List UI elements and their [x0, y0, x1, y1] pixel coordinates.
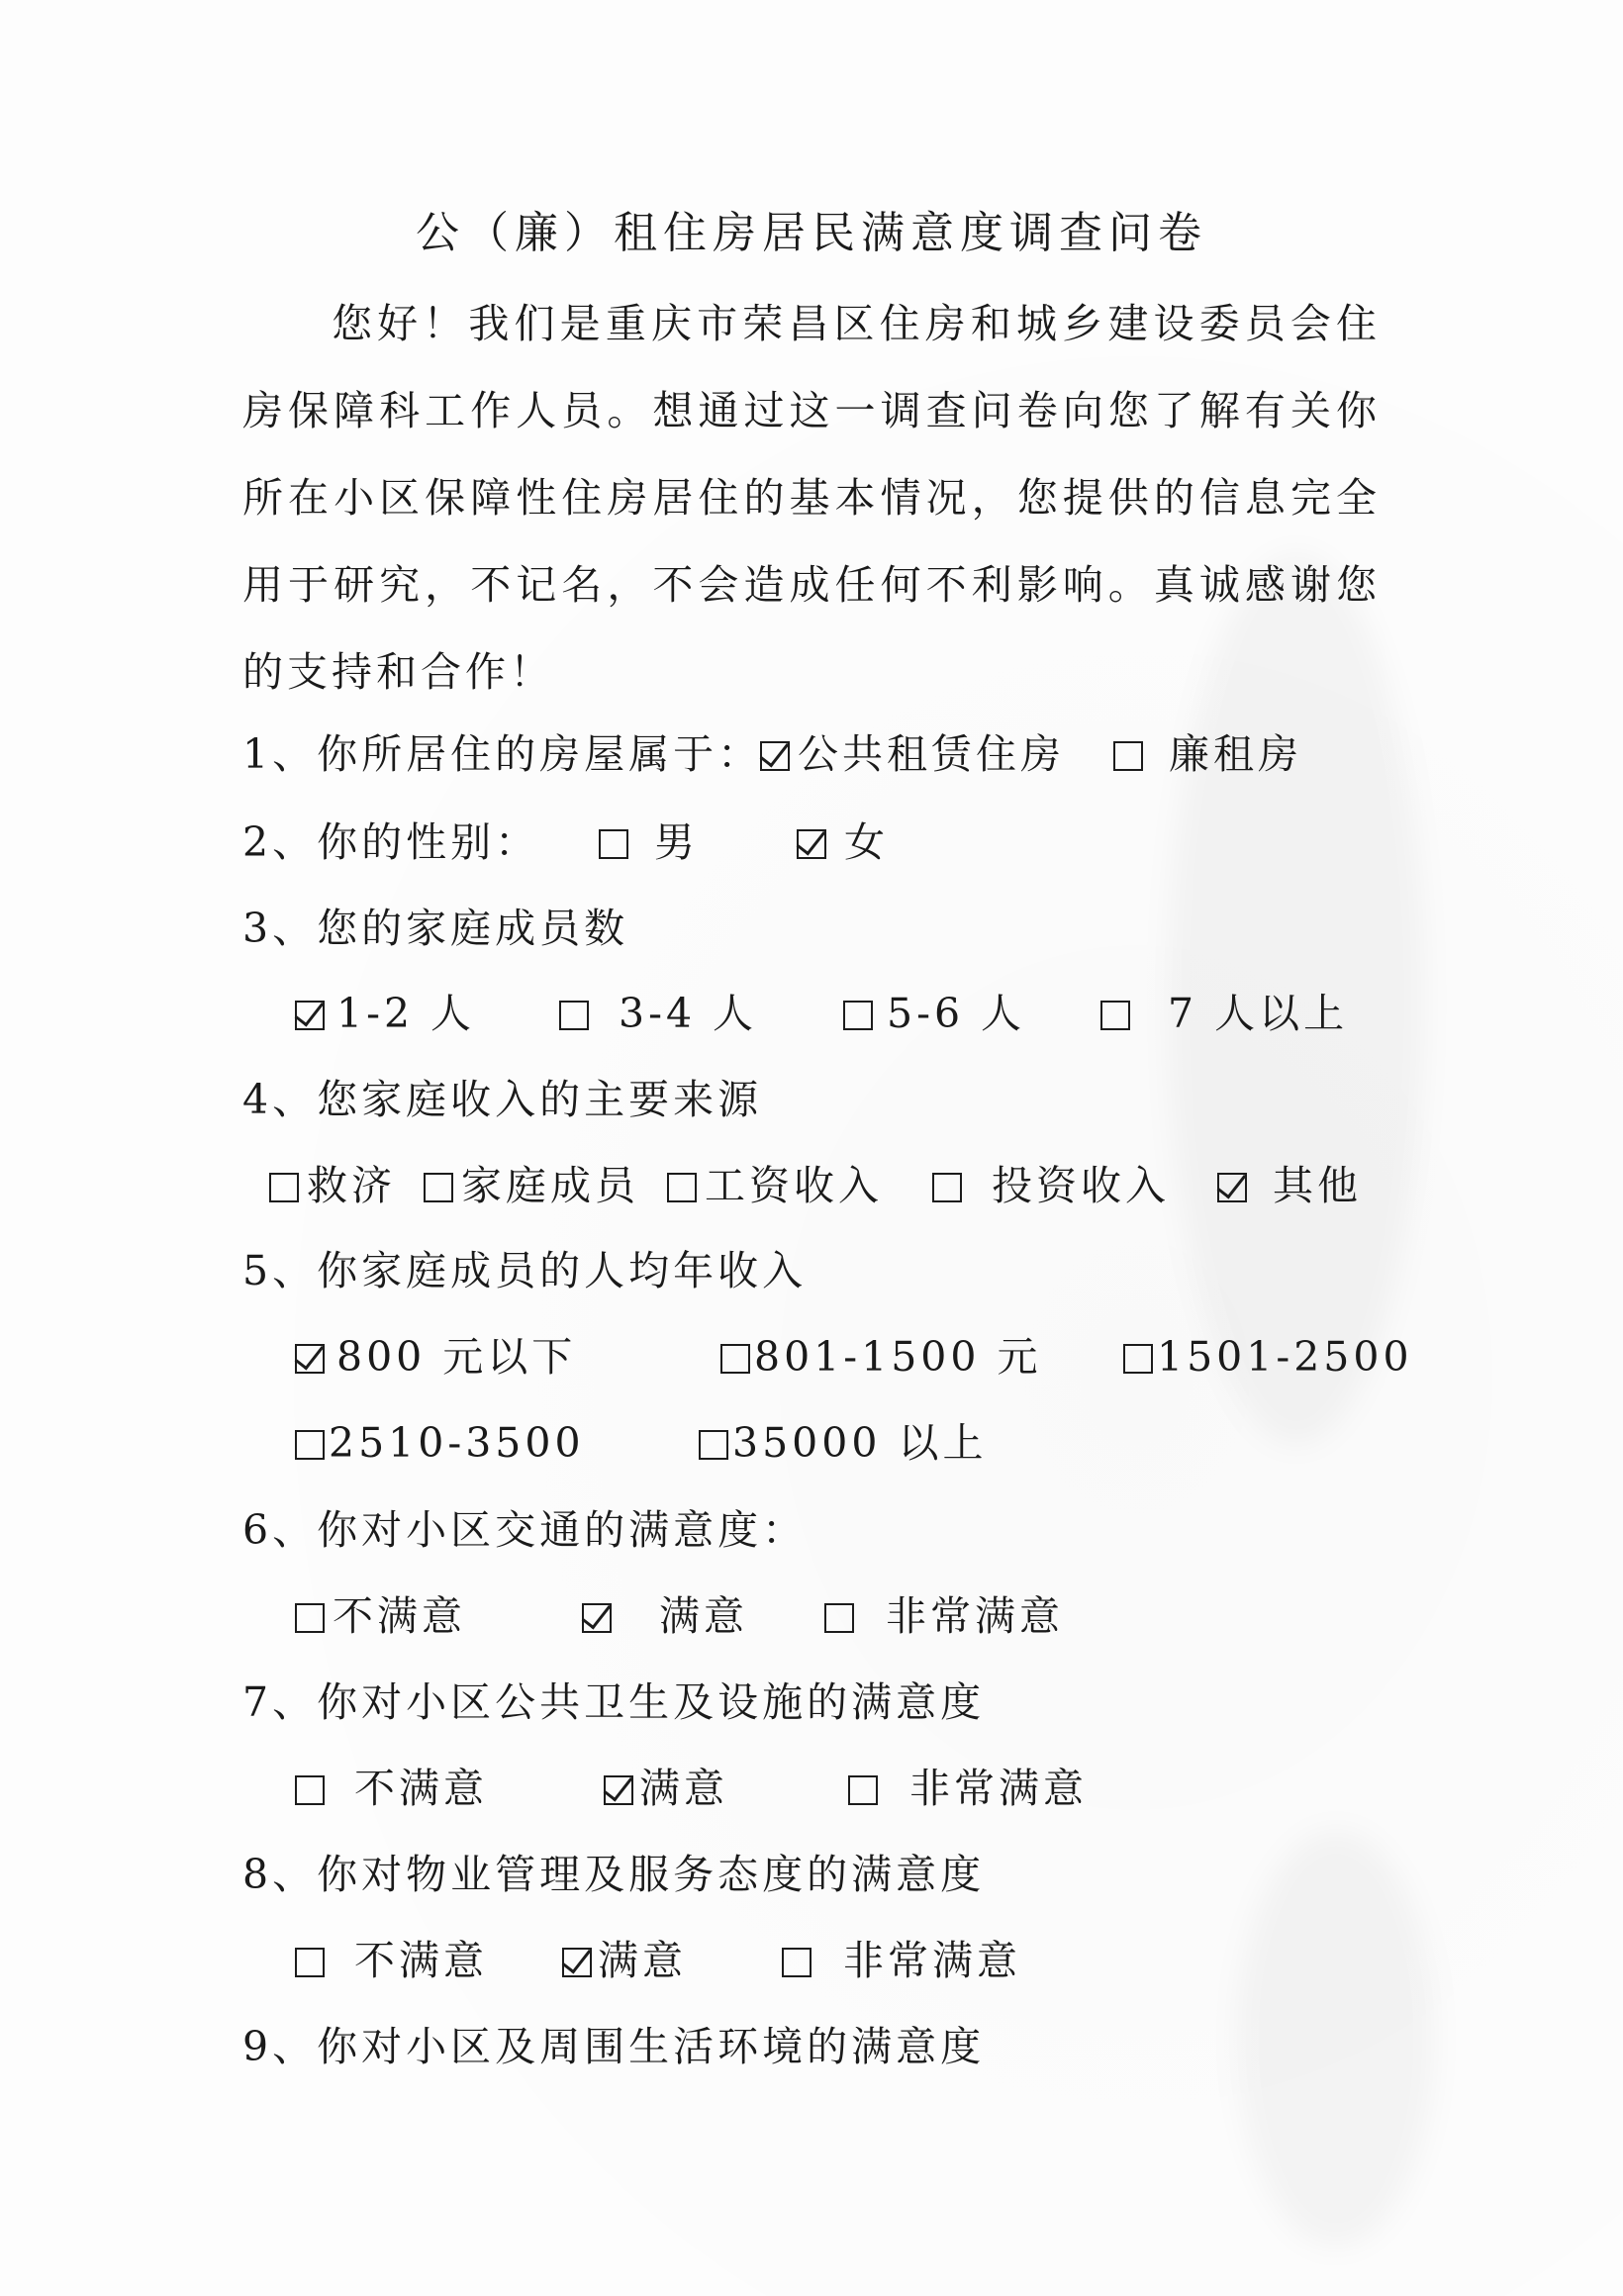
q5-option-35000-plus[interactable] [699, 1419, 988, 1467]
checkbox-icon[interactable] [599, 829, 628, 859]
option-label: 非常满意 [909, 1765, 1088, 1812]
question-2-prompt: 2、你的性别： [242, 818, 540, 866]
question-9-prompt: 9、你对小区及周围生活环境的满意度 [242, 2023, 986, 2070]
q8-option-very-satisfied[interactable] [782, 1937, 1021, 1984]
option-label: 满意 [639, 1765, 728, 1812]
option-label: 非常满意 [886, 1592, 1064, 1640]
option-label: 其他 [1273, 1162, 1362, 1209]
checkbox-icon[interactable] [843, 1001, 873, 1030]
q4-option-family[interactable] [424, 1162, 639, 1209]
option-label: 35000 以上 [732, 1419, 988, 1467]
checkbox-icon[interactable] [295, 1948, 325, 1977]
option-label: 不满意 [354, 1765, 488, 1812]
checkbox-checked-icon[interactable] [604, 1775, 633, 1805]
q1-option-low-rent[interactable] [1113, 730, 1302, 778]
q3-option-1-2[interactable] [295, 990, 476, 1037]
checkbox-icon[interactable] [295, 1430, 325, 1460]
checkbox-checked-icon[interactable] [295, 1001, 325, 1030]
option-label: 男 [654, 818, 699, 866]
q5-option-2510-3500[interactable] [295, 1419, 585, 1467]
checkbox-icon[interactable] [720, 1344, 750, 1374]
q5-option-below-800[interactable] [295, 1333, 577, 1381]
checkbox-icon[interactable] [667, 1173, 697, 1202]
q6-option-very-satisfied[interactable] [824, 1592, 1064, 1640]
option-label: 1501-2500 [1157, 1333, 1413, 1381]
checkbox-icon[interactable] [782, 1948, 812, 1977]
option-label: 801-1500 元 [754, 1333, 1042, 1381]
option-label: 满意 [598, 1937, 687, 1984]
checkbox-icon[interactable] [424, 1173, 453, 1202]
option-label: 不满意 [354, 1937, 488, 1984]
checkbox-icon[interactable] [699, 1430, 728, 1460]
q2-option-female[interactable] [797, 818, 889, 866]
q5-option-801-1500[interactable] [720, 1333, 1042, 1381]
option-label: 非常满意 [843, 1937, 1021, 1984]
option-label: 公共租赁住房 [798, 730, 1065, 778]
option-label: 3-4 人 [619, 990, 758, 1037]
checkbox-icon[interactable] [824, 1603, 854, 1633]
q7-option-very-satisfied[interactable] [848, 1765, 1088, 1812]
checkbox-icon[interactable] [559, 1001, 589, 1030]
q6-option-unsatisfied[interactable] [295, 1592, 466, 1640]
q3-option-7-plus[interactable] [1100, 990, 1349, 1037]
document-title: 公（廉）租住房居民满意度调查问卷 [416, 208, 1207, 258]
q4-option-relief[interactable] [269, 1162, 396, 1209]
option-label: 1-2 人 [336, 990, 476, 1037]
option-label: 家庭成员 [461, 1162, 639, 1209]
checkbox-icon[interactable] [848, 1775, 878, 1805]
q4-option-other[interactable] [1217, 1162, 1362, 1209]
checkbox-icon[interactable] [1123, 1344, 1153, 1374]
q7-option-unsatisfied[interactable] [295, 1765, 488, 1812]
checkbox-checked-icon[interactable] [797, 829, 826, 859]
question-7-prompt: 7、你对小区公共卫生及设施的满意度 [242, 1678, 986, 1726]
option-label: 工资收入 [705, 1162, 883, 1209]
question-3-prompt: 3、您的家庭成员数 [242, 905, 629, 952]
intro-paragraph: 您好！我们是重庆市荣昌区住房和城乡建设委员会住房保障科工作人员。想通过这一调查问卷向您了解有关你所在小区保障性住房居住的基本情况，您提供的信息完全用于研究，不记名，不会造成任何不利影响。真诚感谢您的支持和合作！ [242, 300, 1381, 696]
checkbox-checked-icon[interactable] [1217, 1173, 1247, 1202]
q6-option-satisfied[interactable] [582, 1592, 748, 1640]
option-label: 满意 [659, 1592, 748, 1640]
option-label: 不满意 [333, 1592, 466, 1640]
q3-option-3-4[interactable] [559, 990, 758, 1037]
option-label: 廉租房 [1169, 730, 1302, 778]
q8-option-unsatisfied[interactable] [295, 1937, 488, 1984]
checkbox-checked-icon[interactable] [295, 1344, 325, 1374]
checkbox-icon[interactable] [269, 1173, 299, 1202]
question-5-prompt: 5、你家庭成员的人均年收入 [242, 1247, 808, 1294]
option-label: 女 [844, 818, 889, 866]
q7-option-satisfied[interactable] [604, 1765, 728, 1812]
q5-option-1501-2500[interactable] [1123, 1333, 1413, 1381]
q4-option-wages[interactable] [667, 1162, 883, 1209]
q8-option-satisfied[interactable] [562, 1937, 687, 1984]
checkbox-icon[interactable] [932, 1173, 962, 1202]
question-1-prompt: 1、你所居住的房屋属于： [242, 730, 763, 778]
option-label: 800 元以下 [336, 1333, 577, 1381]
checkbox-checked-icon[interactable] [562, 1948, 592, 1977]
option-label: 2510-3500 [329, 1419, 585, 1467]
q2-option-male[interactable] [599, 818, 699, 866]
checkbox-icon[interactable] [295, 1775, 325, 1805]
question-4-prompt: 4、您家庭收入的主要来源 [242, 1076, 763, 1123]
question-6-prompt: 6、你对小区交通的满意度： [242, 1506, 808, 1554]
checkbox-checked-icon[interactable] [582, 1603, 612, 1633]
checkbox-icon[interactable] [295, 1603, 325, 1633]
q3-option-5-6[interactable] [843, 990, 1026, 1037]
checkbox-icon[interactable] [1100, 1001, 1130, 1030]
checkbox-icon[interactable] [1113, 741, 1143, 771]
scan-shadow [1237, 1831, 1435, 2247]
option-label: 救济 [307, 1162, 396, 1209]
q1-option-public-rental[interactable] [760, 730, 1065, 778]
option-label: 7 人以上 [1168, 990, 1349, 1037]
question-8-prompt: 8、你对物业管理及服务态度的满意度 [242, 1851, 986, 1898]
option-label: 投资收入 [992, 1162, 1170, 1209]
q4-option-investment[interactable] [932, 1162, 1170, 1209]
checkbox-checked-icon[interactable] [760, 741, 790, 771]
option-label: 5-6 人 [887, 990, 1026, 1037]
